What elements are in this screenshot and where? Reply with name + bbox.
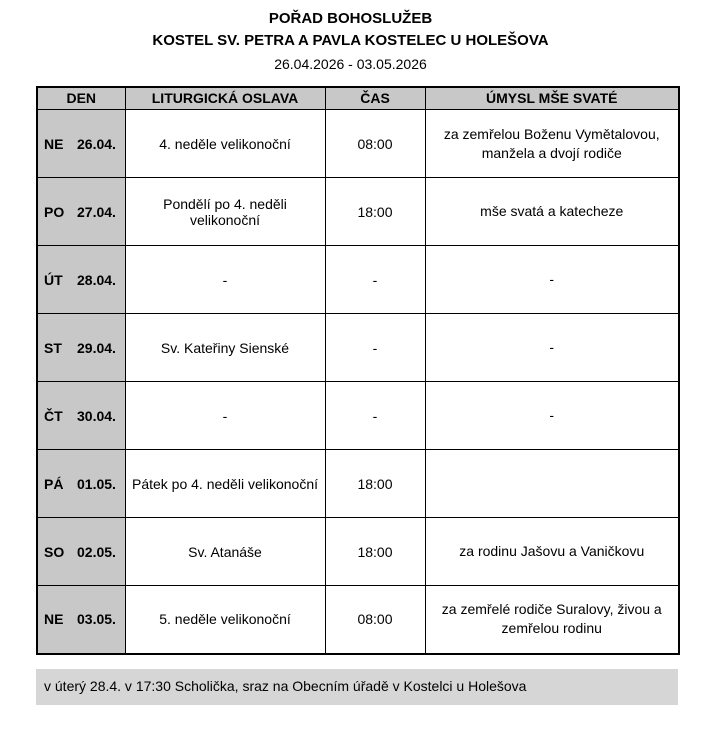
table-row	[37, 518, 679, 586]
intention-cell: -	[425, 314, 679, 382]
feast-cell: -	[125, 382, 325, 450]
table-row	[37, 382, 679, 450]
feast-cell: 5. neděle velikonoční	[125, 586, 325, 654]
column-header-feast: LITURGICKÁ OSLAVA	[125, 87, 325, 110]
table-row	[37, 314, 679, 382]
day-abbreviation: ČT	[44, 407, 63, 424]
day-abbreviation: NE	[44, 135, 64, 152]
intention-cell: za zemřelou Boženu Vymětalovou, manžela a dvojí rodiče	[425, 110, 679, 178]
day-cell	[37, 246, 125, 314]
feast-cell: Pátek po 4. neděli velikonoční	[125, 450, 325, 518]
day-abbreviation: PO	[44, 203, 65, 220]
day-date: 27.04.	[77, 203, 116, 220]
day-abbreviation: ST	[44, 339, 62, 356]
feast-cell: Sv. Atanáše	[125, 518, 325, 586]
day-cell	[37, 314, 125, 382]
footer-note: v úterý 28.4. v 17:30 Scholička, sraz na Obecním úřadě v Kostelci u Holešova	[36, 669, 678, 705]
time-cell: -	[325, 246, 425, 314]
feast-cell: 4. neděle velikonoční	[125, 110, 325, 178]
day-cell	[37, 518, 125, 586]
date-range: 26.04.2026 - 03.05.2026	[274, 55, 427, 72]
table-row	[37, 246, 679, 314]
table-row	[37, 450, 679, 518]
day-abbreviation: PÁ	[44, 475, 64, 492]
feast-cell: Sv. Kateřiny Sienské	[125, 314, 325, 382]
intention-cell: mše svatá a katecheze	[425, 178, 679, 246]
day-cell	[37, 586, 125, 654]
time-cell: 18:00	[325, 518, 425, 586]
intention-cell	[425, 450, 679, 518]
day-date: 03.05.	[77, 611, 116, 628]
intention-cell: -	[425, 382, 679, 450]
day-abbreviation: NE	[44, 611, 64, 628]
day-date: 28.04.	[77, 271, 116, 288]
day-date: 02.05.	[77, 543, 116, 560]
time-cell: -	[325, 314, 425, 382]
table-row	[37, 178, 679, 246]
time-cell: -	[325, 382, 425, 450]
table-header-row	[37, 87, 679, 110]
day-abbreviation: SO	[44, 543, 65, 560]
day-cell	[37, 178, 125, 246]
column-header-intention: ÚMYSL MŠE SVATÉ	[425, 87, 679, 110]
schedule-table	[36, 86, 680, 655]
day-cell	[37, 382, 125, 450]
time-cell: 08:00	[325, 586, 425, 654]
time-cell: 08:00	[325, 110, 425, 178]
column-header-time: ČAS	[325, 87, 425, 110]
day-cell	[37, 450, 125, 518]
intention-cell: za rodinu Jašovu a Vaničkovu	[425, 518, 679, 586]
feast-cell: -	[125, 246, 325, 314]
day-date: 01.05.	[77, 475, 116, 492]
day-date: 26.04.	[77, 135, 116, 152]
document-header	[0, 0, 701, 72]
intention-cell: -	[425, 246, 679, 314]
time-cell: 18:00	[325, 450, 425, 518]
church-name: KOSTEL SV. PETRA A PAVLA KOSTELEC U HOLEŠOVA	[152, 31, 549, 49]
day-abbreviation: ÚT	[44, 271, 63, 288]
table-row	[37, 586, 679, 654]
document-title: POŘAD BOHOSLUŽEB	[268, 10, 433, 27]
table-row	[37, 110, 679, 178]
feast-cell: Pondělí po 4. neděli velikonoční	[125, 178, 325, 246]
day-date: 30.04.	[77, 407, 116, 424]
time-cell: 18:00	[325, 178, 425, 246]
intention-cell: za zemřelé rodiče Suralovy, živou a zemřelou rodinu	[425, 586, 679, 654]
day-cell	[37, 110, 125, 178]
column-header-day: DEN	[37, 87, 125, 110]
day-date: 29.04.	[77, 339, 116, 356]
